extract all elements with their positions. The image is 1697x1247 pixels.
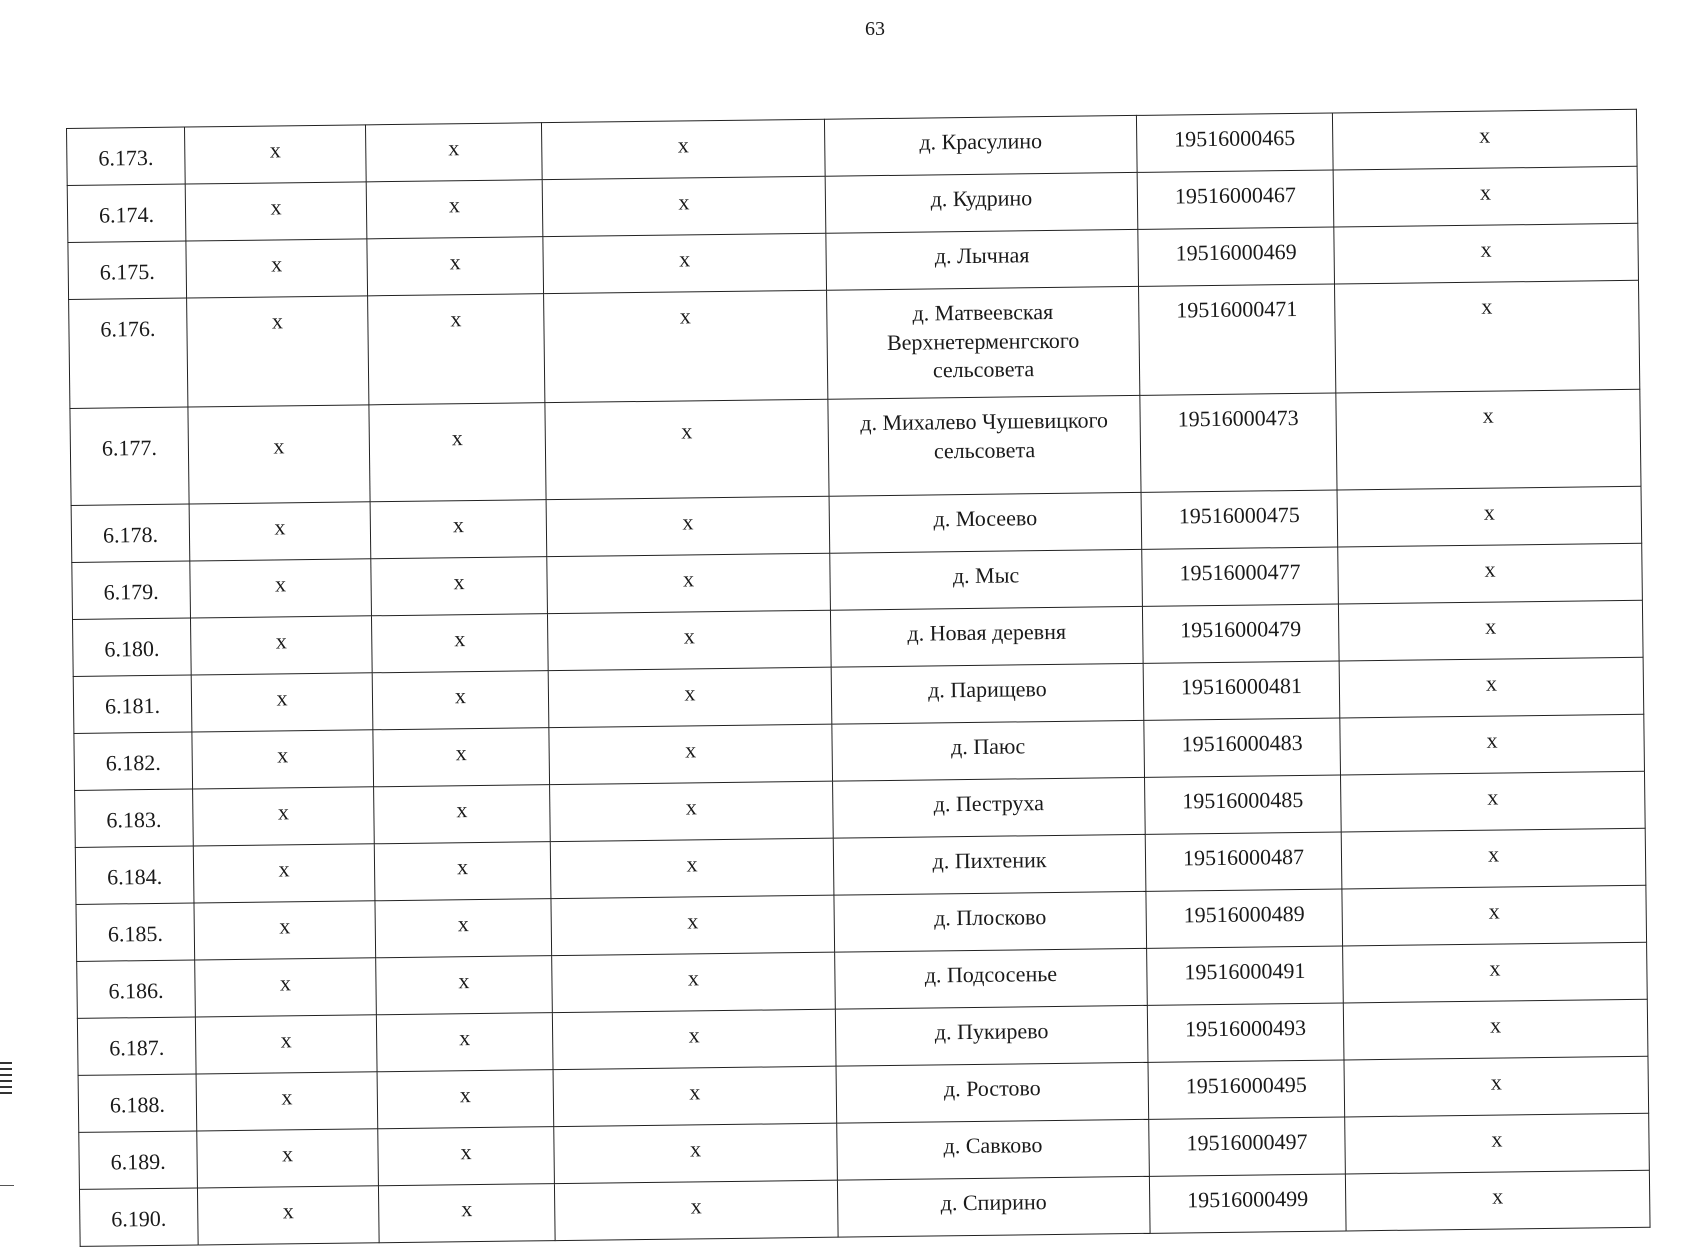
oktmo-code: 19516000475: [1141, 490, 1338, 549]
cell-mark: х: [370, 500, 547, 559]
cell-mark: х: [377, 1070, 554, 1129]
oktmo-code: 19516000485: [1145, 775, 1342, 834]
row-number: 6.173.: [67, 127, 186, 185]
oktmo-code: 19516000489: [1146, 889, 1343, 948]
cell-mark: х: [546, 496, 830, 556]
cell-mark: х: [1334, 223, 1639, 284]
cell-mark: х: [190, 616, 372, 675]
cell-mark: х: [1333, 166, 1638, 227]
row-number: 6.182.: [74, 732, 193, 790]
cell-mark: х: [1338, 543, 1643, 604]
cell-mark: х: [542, 176, 826, 236]
oktmo-code: 19516000465: [1136, 113, 1333, 172]
row-number: 6.178.: [71, 504, 190, 562]
row-number: 6.185.: [76, 903, 195, 961]
oktmo-code: 19516000493: [1147, 1003, 1344, 1062]
cell-mark: х: [193, 844, 375, 903]
oktmo-code: 19516000473: [1140, 393, 1337, 492]
cell-mark: х: [186, 239, 368, 298]
row-number: 6.174.: [67, 184, 186, 242]
cell-mark: х: [371, 557, 548, 616]
row-number: 6.175.: [68, 241, 187, 299]
settlement-name: д. Подсосенье: [835, 948, 1148, 1009]
cell-mark: х: [196, 1072, 378, 1131]
oktmo-code: 19516000471: [1139, 284, 1336, 395]
table-row: [70, 389, 1641, 505]
cell-mark: х: [192, 730, 374, 789]
cell-mark: х: [190, 559, 372, 618]
cell-mark: х: [1344, 1056, 1649, 1117]
cell-mark: х: [552, 952, 836, 1012]
row-number: 6.177.: [70, 407, 189, 505]
cell-mark: х: [1343, 999, 1648, 1060]
cell-mark: х: [547, 610, 831, 670]
settlement-name: д. Лычная: [826, 229, 1139, 290]
settlement-name: д. Матвеевская Верхнетерменгского сельсовета: [827, 286, 1140, 399]
document-sheet: [66, 109, 1650, 1247]
settlement-name: д. Савково: [837, 1119, 1150, 1180]
row-number: 6.190.: [79, 1188, 198, 1246]
cell-mark: х: [365, 123, 542, 182]
cell-mark: х: [189, 502, 371, 561]
cell-mark: х: [374, 842, 551, 901]
cell-mark: х: [197, 1129, 379, 1188]
cell-mark: х: [372, 671, 549, 730]
cell-mark: х: [368, 294, 545, 405]
cell-mark: х: [187, 296, 369, 407]
cell-mark: х: [544, 290, 828, 402]
settlement-name: д. Паюс: [832, 720, 1145, 781]
cell-mark: х: [1340, 771, 1645, 832]
oktmo-code: 19516000483: [1144, 718, 1341, 777]
cell-mark: х: [1336, 389, 1641, 490]
row-number: 6.179.: [72, 561, 191, 619]
oktmo-code: 19516000499: [1149, 1174, 1346, 1233]
settlement-name: д. Кудрино: [825, 172, 1138, 233]
cell-mark: х: [191, 673, 373, 732]
page-number: 63: [865, 18, 885, 40]
oktmo-code: 19516000477: [1142, 547, 1339, 606]
cell-mark: х: [374, 785, 551, 844]
cell-mark: х: [375, 899, 552, 958]
cell-mark: х: [1342, 885, 1647, 946]
row-number: 6.181.: [73, 675, 192, 733]
oktmo-code: 19516000467: [1137, 170, 1334, 229]
cell-mark: х: [1345, 1170, 1650, 1231]
cell-mark: х: [551, 895, 835, 955]
cell-mark: х: [1335, 280, 1640, 393]
cell-mark: х: [1345, 1113, 1650, 1174]
cell-mark: х: [548, 667, 832, 727]
cell-mark: х: [193, 787, 375, 846]
settlement-name: д. Пукирево: [835, 1005, 1148, 1066]
cell-mark: х: [1340, 714, 1645, 775]
cell-mark: х: [550, 838, 834, 898]
cell-mark: х: [543, 233, 827, 293]
row-number: 6.188.: [78, 1074, 197, 1132]
cell-mark: х: [185, 182, 367, 241]
settlement-name: д. Ростово: [836, 1062, 1149, 1123]
registry-table-body: [67, 109, 1651, 1246]
cell-mark: х: [1343, 942, 1648, 1003]
oktmo-code: 19516000495: [1148, 1060, 1345, 1119]
cell-mark: х: [550, 781, 834, 841]
oktmo-code: 19516000481: [1143, 661, 1340, 720]
settlement-name: д. Михалево Чушевицкого сельсовета: [828, 395, 1141, 496]
cell-mark: х: [1338, 600, 1643, 661]
row-number: 6.176.: [69, 298, 188, 408]
scan-edge-line: [0, 1185, 14, 1186]
oktmo-code: 19516000479: [1142, 604, 1339, 663]
oktmo-code: 19516000469: [1138, 227, 1335, 286]
table-row: [69, 280, 1640, 408]
cell-mark: х: [1339, 657, 1644, 718]
settlement-name: д. Парищево: [831, 663, 1144, 724]
settlement-name: д. Плосково: [834, 891, 1147, 952]
cell-mark: х: [184, 125, 366, 184]
cell-mark: х: [553, 1066, 837, 1126]
settlement-name: д. Мосеево: [829, 492, 1142, 553]
cell-mark: х: [195, 958, 377, 1017]
cell-mark: х: [378, 1184, 555, 1243]
cell-mark: х: [366, 180, 543, 239]
oktmo-code: 19516000497: [1149, 1117, 1346, 1176]
cell-mark: х: [369, 403, 546, 502]
cell-mark: х: [194, 901, 376, 960]
cell-mark: х: [371, 614, 548, 673]
settlement-name: д. Красулино: [824, 115, 1137, 176]
settlement-name: д. Мыс: [830, 549, 1143, 610]
cell-mark: х: [552, 1009, 836, 1069]
settlement-name: д. Пеструха: [833, 777, 1146, 838]
cell-mark: х: [376, 1013, 553, 1072]
cell-mark: х: [373, 728, 550, 787]
cell-mark: х: [188, 405, 370, 504]
oktmo-code: 19516000487: [1145, 832, 1342, 891]
cell-mark: х: [195, 1015, 377, 1074]
cell-mark: х: [197, 1186, 379, 1245]
cell-mark: х: [549, 724, 833, 784]
row-number: 6.183.: [75, 789, 194, 847]
cell-mark: х: [541, 119, 825, 179]
cell-mark: х: [1337, 486, 1642, 547]
cell-mark: х: [554, 1123, 838, 1183]
cell-mark: х: [545, 399, 829, 499]
cell-mark: х: [1341, 828, 1646, 889]
row-number: 6.184.: [75, 846, 194, 904]
cell-mark: х: [1332, 109, 1637, 170]
cell-mark: х: [376, 956, 553, 1015]
cell-mark: х: [547, 553, 831, 613]
settlement-name: д. Спирино: [837, 1176, 1150, 1237]
row-number: 6.189.: [79, 1131, 198, 1189]
scan-edge-marks: [0, 1062, 12, 1098]
oktmo-code: 19516000491: [1147, 946, 1344, 1005]
cell-mark: х: [554, 1180, 838, 1240]
row-number: 6.180.: [73, 618, 192, 676]
row-number: 6.187.: [77, 1017, 196, 1075]
row-number: 6.186.: [77, 960, 196, 1018]
settlement-name: д. Пихтеник: [833, 834, 1146, 895]
settlement-name: д. Новая деревня: [830, 606, 1143, 667]
registry-table: [66, 109, 1651, 1247]
cell-mark: х: [367, 237, 544, 296]
cell-mark: х: [378, 1127, 555, 1186]
